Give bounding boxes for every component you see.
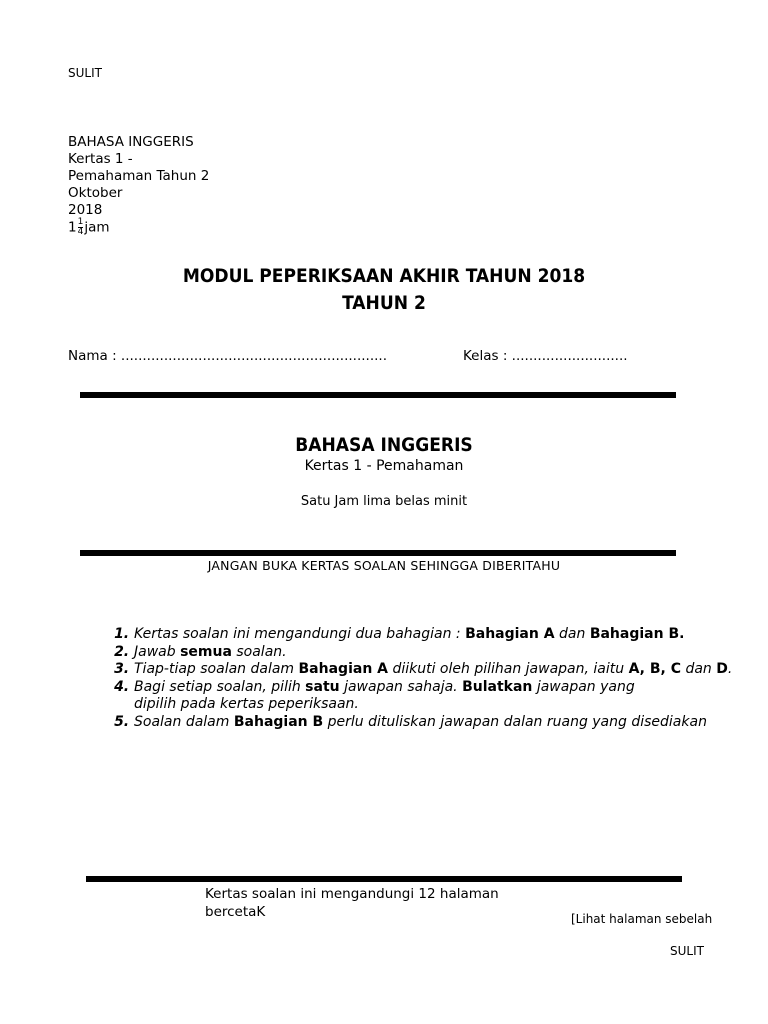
instruction-text: dan xyxy=(554,626,590,642)
instruction-bold: A, B, C xyxy=(628,661,681,677)
instruction-bold: Bahagian A xyxy=(465,626,555,642)
instruction-item xyxy=(134,661,764,679)
box-paper: Kertas 1 - Pemahaman xyxy=(304,458,464,474)
header-subject: BAHASA INGGERIS xyxy=(68,134,194,150)
header-paper-line1: Kertas 1 - xyxy=(68,151,133,167)
instruction-text: soalan. xyxy=(231,643,287,660)
instruction-bold: D xyxy=(716,661,728,677)
name-field[interactable]: Nama : .............................................................. xyxy=(68,348,387,364)
box-subject: BAHASA INGGERIS xyxy=(295,434,473,456)
instruction-text: jawapan yang dipilih pada kertas peperiksaan. xyxy=(134,678,635,712)
instruction-item xyxy=(134,679,654,714)
next-page-note: [Lihat halaman sebelah xyxy=(571,912,713,926)
instruction-text: diikuti oleh pilihan jawapan, iaitu xyxy=(388,661,629,677)
box-duration: Satu Jam lima belas minit xyxy=(300,494,468,509)
instruction-text: Soalan dalam xyxy=(134,713,234,730)
duration-fraction xyxy=(78,218,84,237)
instruction-bold: Bulatkan xyxy=(462,678,533,695)
fraction-denominator: 4 xyxy=(77,227,84,237)
instruction-text: . xyxy=(727,661,733,677)
sulit-bottom-label: SULIT xyxy=(670,944,704,958)
divider-rule-top xyxy=(80,392,676,398)
instruction-text: Kertas soalan ini mengandungi dua bahagian : xyxy=(134,626,466,642)
instruction-bold: satu xyxy=(305,678,340,695)
instruction-text: Jawab xyxy=(134,643,181,660)
instruction-bold: Bahagian B xyxy=(233,713,324,730)
instruction-bold: Bahagian A xyxy=(298,661,388,677)
duration-unit: jam xyxy=(84,219,110,236)
page-title: MODUL PEPERIKSAAN AKHIR TAHUN 2018 xyxy=(182,265,586,287)
sulit-top-label: SULIT xyxy=(68,66,102,80)
instruction-item xyxy=(134,714,764,732)
instruction-text: dan xyxy=(681,661,717,677)
warning-text: JANGAN BUKA KERTAS SOALAN SEHINGGA DIBERITAHU xyxy=(207,558,561,573)
instruction-text: Tiap-tiap soalan dalam xyxy=(134,661,299,677)
header-paper-line2: Pemahaman Tahun 2 xyxy=(68,168,210,184)
fraction-numerator: 1 xyxy=(77,217,84,227)
page-subtitle: TAHUN 2 xyxy=(342,292,426,314)
divider-rule-middle xyxy=(80,550,676,556)
header-year: 2018 xyxy=(68,202,103,218)
page-count-line1: Kertas soalan ini mengandungi 12 halaman xyxy=(205,886,499,902)
instruction-bold: semua xyxy=(180,643,232,660)
page-count-line2: bercetaK xyxy=(205,904,266,920)
instructions-list xyxy=(88,626,764,731)
duration-whole: 1 xyxy=(68,219,77,236)
instruction-text: perlu dituliskan jawapan dalan ruang yang disediakan xyxy=(323,713,707,730)
class-field[interactable]: Kelas : ........................... xyxy=(463,348,628,364)
instruction-text: jawapan sahaja. xyxy=(339,678,463,695)
header-duration xyxy=(68,218,110,237)
instruction-text: Bagi setiap soalan, pilih xyxy=(134,678,306,695)
instruction-bold: Bahagian B. xyxy=(589,626,685,642)
header-month: Oktober xyxy=(68,185,123,201)
divider-rule-bottom xyxy=(86,876,682,882)
instruction-item xyxy=(134,626,764,644)
instruction-item xyxy=(134,644,764,662)
